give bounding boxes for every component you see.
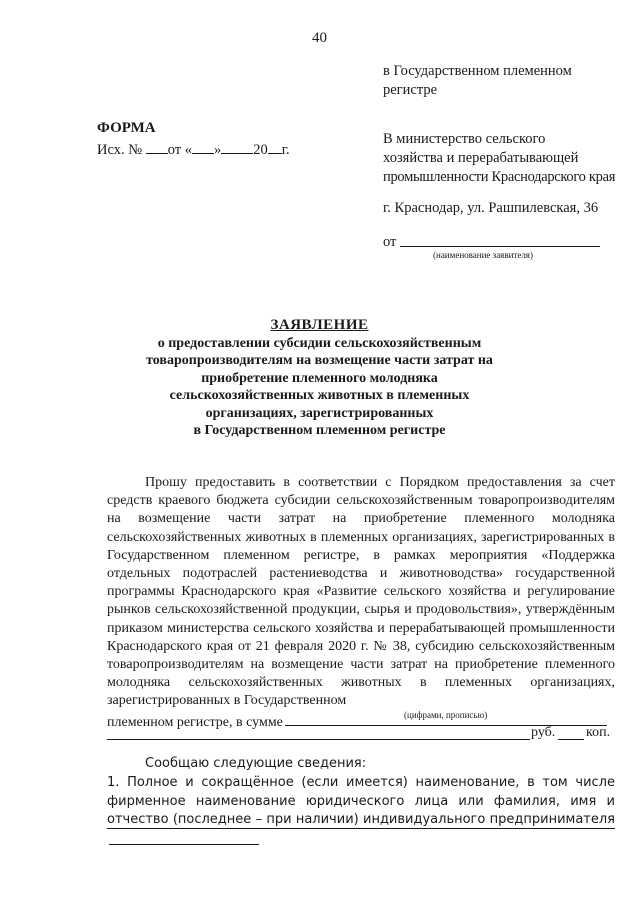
item-1 (107, 774, 615, 851)
ref-year: 20 (253, 142, 268, 158)
title-line-2: товаропроизводителям на возмещение части затрат на (146, 353, 493, 368)
item-1-extra-line[interactable] (107, 828, 615, 829)
title-line-4: сельскохозяйственных животных в племенных (169, 388, 470, 403)
ref-day-blank (192, 139, 214, 154)
applicant-from-label: от (383, 234, 397, 250)
applicant-name-line[interactable] (400, 246, 600, 247)
addressee-line-3: промышленности Краснодарского края (383, 169, 616, 185)
amount-words-line[interactable] (107, 739, 530, 740)
header-top-line-1: в Государственном племенном (383, 63, 572, 79)
outgoing-reference (97, 139, 290, 159)
kop-blank[interactable] (558, 739, 584, 740)
amount-caption: (цифрами, прописью) (404, 710, 488, 720)
ref-number-blank (146, 139, 168, 154)
addressee-line-2: хозяйства и перерабатывающей (383, 150, 579, 166)
title-line-1: о предоставлении субсидии сельскохозяйственным (157, 335, 482, 351)
ref-prefix: Исх. № (97, 142, 143, 158)
amount-line-text: племенном регистре, в сумме (107, 714, 283, 730)
title-line-6: в Государственном племенном регистре (193, 423, 446, 438)
document-title (0, 317, 639, 440)
title-line-3: приобретение племенного молодняка (201, 370, 438, 386)
form-label: ФОРМА (97, 120, 156, 136)
ref-from: от « (167, 142, 192, 158)
page-number: 40 (312, 30, 327, 46)
addressee-address: г. Краснодар, ул. Рашпилевская, 36 (383, 200, 599, 216)
addressee-line-1: В министерство сельского (383, 131, 546, 147)
body-text (107, 474, 615, 732)
main-paragraph: Прошу предоставить в соответствии с Порядком предоставления за счет средств краевого бюджета субсидии сельскохозяйственным товаропроизводителям на возмещение части затрат на приобретение племенного молодняка сельскохозяйственных животных в племенных организациях, зарегистрированных в Государственном племенном регистре, в рамках мероприятия «Поддержка отдельных подотраслей растениеводства и животноводства» государственной программы Краснодарского края «Развитие сельского хозяйства и регулирование рынков сельскохозяйственной продукции, сырья и продовольствия», утверждённым приказом министерства сельского хозяйства и перерабатывающей промышленности Краснодарского края от 21 февраля 2020 г. № 38, субсидию сельскохозяйственным товаропроизводителям на возмещение части затрат на приобретение племенного молодняка сельскохозяйственных животных в племенных организациях, зарегистрированных в Государственном (107, 475, 615, 709)
applicant-name-caption: (наименование заявителя) (433, 250, 533, 260)
header-top-line-2: регистре (383, 82, 438, 98)
title-line-5: организациях, зарегистрированных (205, 405, 434, 421)
item-1-blank[interactable] (109, 830, 259, 845)
ref-month-blank (221, 139, 253, 154)
rub-label: руб. (531, 725, 556, 740)
title-main: ЗАЯВЛЕНИЕ (270, 317, 369, 333)
info-intro: Сообщаю следующие сведения: (145, 756, 367, 771)
ref-g: г. (281, 142, 290, 158)
ref-year-blank (268, 139, 282, 154)
ref-quote: » (213, 142, 222, 158)
kop-label: коп. (586, 725, 611, 740)
item-1-text: 1. Полное и сокращённое (если имеется) наименование, в том числе фирменное наименование юридического лица или фамилия, имя и отчество (последнее – при наличии) индивидуального предпринимателя (107, 775, 615, 827)
